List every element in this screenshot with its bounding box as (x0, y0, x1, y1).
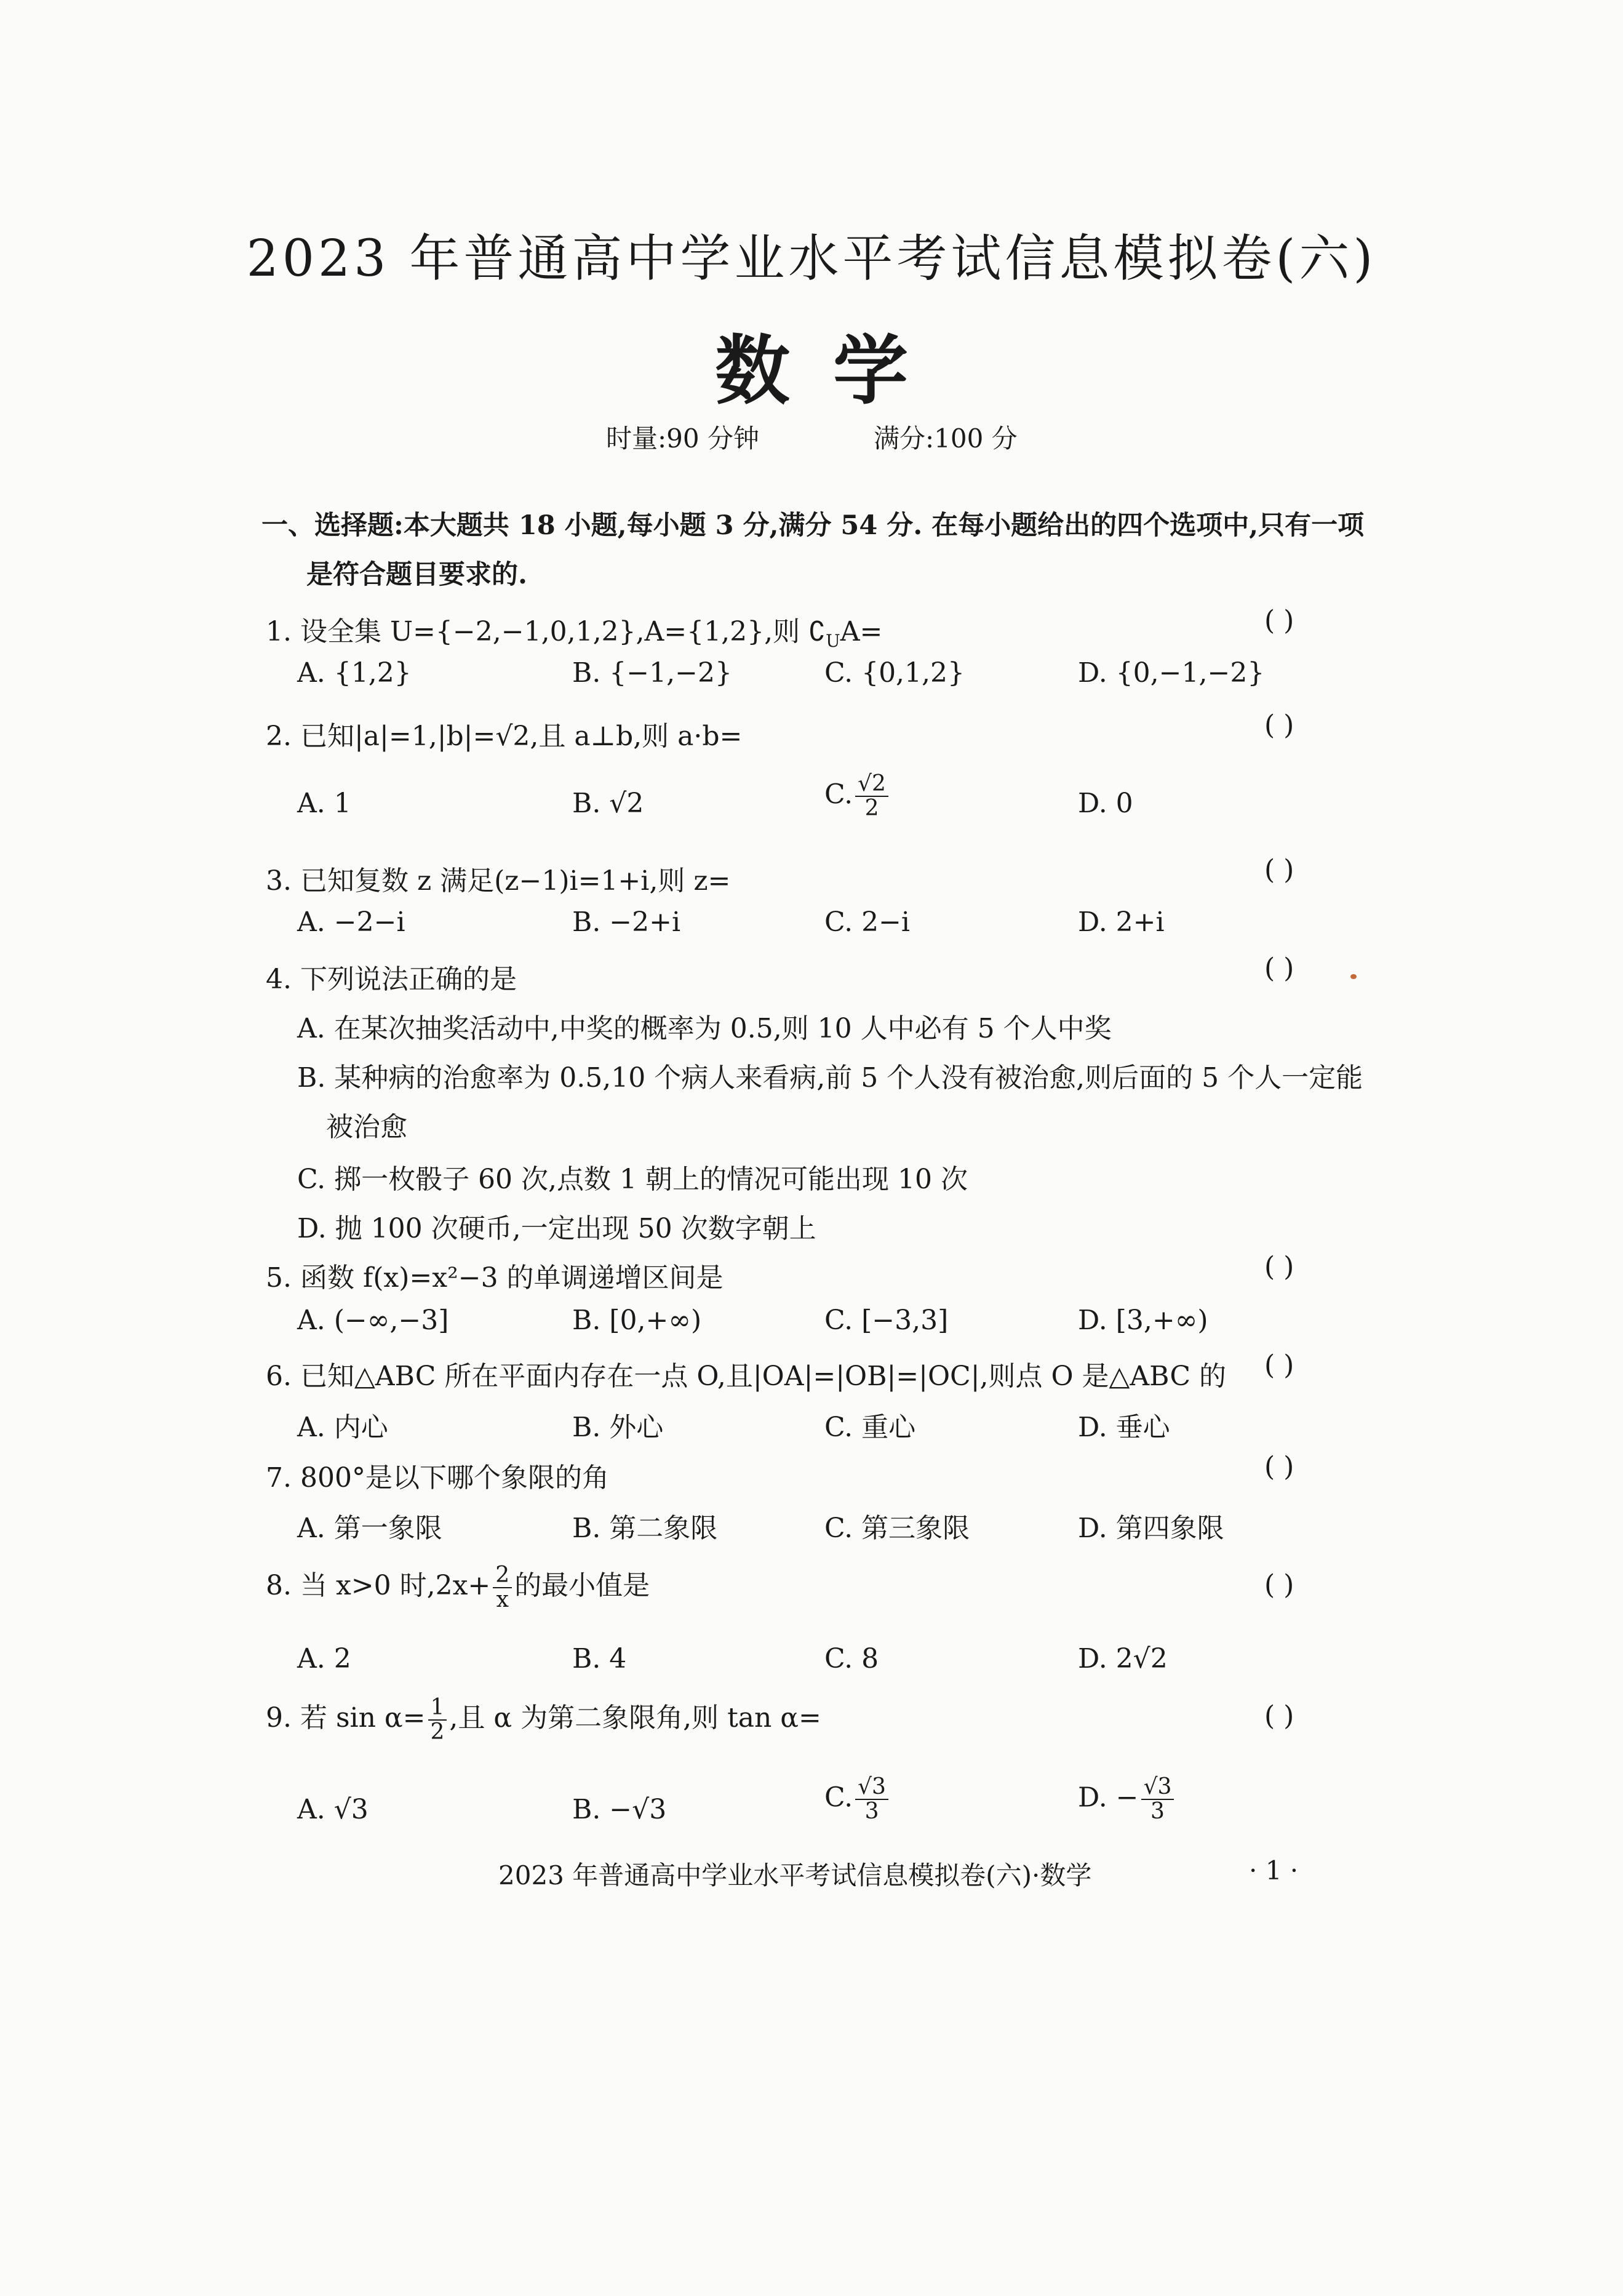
q9-option-b[interactable]: B. −√3 (572, 1794, 667, 1825)
question-8-tail: 的最小值是 (514, 1570, 650, 1601)
question-1-tail: A= (840, 616, 883, 647)
page-number: · 1 · (1249, 1855, 1299, 1886)
question-1-stem (266, 609, 882, 651)
answer-paren-4[interactable]: ( ) (1264, 953, 1294, 984)
answer-paren-9[interactable]: ( ) (1264, 1700, 1294, 1732)
q8-denominator: x (496, 1586, 509, 1612)
question-3-stem: 3. 已知复数 z 满足(z−1)i=1+i,则 z= (266, 865, 731, 897)
time-limit: 时量:90 分钟 (606, 423, 759, 454)
full-score: 满分:100 分 (874, 423, 1018, 454)
section-heading-line2: 是符合题目要求的. (306, 559, 527, 590)
q8-option-a[interactable]: A. 2 (297, 1643, 351, 1674)
page-title: 2023 年普通高中学业水平考试信息模拟卷(六) (246, 230, 1377, 288)
q4-option-d[interactable]: D. 抛 100 次硬币,一定出现 50 次数字朝上 (297, 1213, 816, 1244)
q1-option-c[interactable]: C. {0,1,2} (824, 657, 965, 689)
q9-option-c-fraction (855, 1775, 888, 1823)
q5-option-b[interactable]: B. [0,+∞) (572, 1305, 702, 1336)
answer-paren-5[interactable]: ( ) (1264, 1251, 1294, 1282)
q3-option-c[interactable]: C. 2−i (824, 906, 911, 938)
ink-mark (1350, 974, 1357, 979)
q3-option-d[interactable]: D. 2+i (1078, 906, 1165, 938)
q9-option-d-label: D. − (1078, 1782, 1139, 1814)
q1-option-b[interactable]: B. {−1,−2} (572, 657, 733, 689)
question-9-tail: ,且 α 为第二象限角,则 tan α= (449, 1702, 821, 1734)
q9-option-c[interactable] (824, 1775, 891, 1823)
section-heading-line1: 一、选择题:本大题共 18 小题,每小题 3 分,满分 54 分. 在每小题给出的四个选项中,只有一项 (261, 510, 1365, 541)
q6-option-c[interactable]: C. 重心 (824, 1412, 916, 1443)
q3-option-b[interactable]: B. −2+i (572, 906, 681, 938)
question-7-stem: 7. 800°是以下哪个象限的角 (266, 1462, 609, 1494)
answer-paren-3[interactable]: ( ) (1264, 854, 1294, 886)
question-1-text: 1. 设全集 U={−2,−1,0,1,2},A={1,2},则 ∁ (266, 616, 826, 647)
subject-title: 数学 (715, 326, 951, 415)
q8-option-c[interactable]: C. 8 (824, 1643, 879, 1674)
q7-option-a[interactable]: A. 第一象限 (297, 1513, 442, 1544)
q9-option-a[interactable]: A. √3 (297, 1794, 369, 1825)
q4-option-b-cont: 被治愈 (326, 1111, 407, 1143)
answer-paren-2[interactable]: ( ) (1264, 710, 1294, 741)
q5-option-d[interactable]: D. [3,+∞) (1078, 1305, 1208, 1336)
q2-option-c-fraction (855, 772, 888, 820)
question-9-text: 9. 若 sin α= (266, 1702, 426, 1734)
q7-option-d[interactable]: D. 第四象限 (1078, 1513, 1224, 1544)
answer-paren-6[interactable]: ( ) (1264, 1350, 1294, 1381)
q9-numerator: 1 (428, 1696, 447, 1721)
question-8-stem (266, 1563, 650, 1611)
q9-option-d-fraction (1141, 1775, 1174, 1823)
q9-d-numerator: √3 (1141, 1775, 1174, 1800)
question-9-fraction (428, 1696, 447, 1744)
question-2-stem: 2. 已知|a|=1,|b|=√2,且 a⊥b,则 a·b= (266, 721, 743, 752)
answer-paren-7[interactable]: ( ) (1264, 1451, 1294, 1482)
q5-option-c[interactable]: C. [−3,3] (824, 1305, 949, 1336)
q2-option-a[interactable]: A. 1 (297, 788, 351, 819)
q3-option-a[interactable]: A. −2−i (297, 906, 405, 938)
q9-c-denominator: 3 (864, 1798, 879, 1824)
q9-d-denominator: 3 (1150, 1798, 1165, 1824)
q9-option-d[interactable] (1078, 1775, 1176, 1823)
question-8-text: 8. 当 x>0 时,2x+ (266, 1570, 491, 1601)
q2-c-denominator: 2 (864, 795, 879, 821)
question-4-stem: 4. 下列说法正确的是 (266, 964, 517, 995)
q7-option-b[interactable]: B. 第二象限 (572, 1513, 718, 1544)
q6-option-a[interactable]: A. 内心 (297, 1412, 388, 1443)
q8-option-b[interactable]: B. 4 (572, 1643, 627, 1674)
q8-numerator: 2 (493, 1564, 512, 1588)
q5-option-a[interactable]: A. (−∞,−3] (297, 1305, 449, 1336)
q4-option-a[interactable]: A. 在某次抽奖活动中,中奖的概率为 0.5,则 10 人中必有 5 个人中奖 (297, 1013, 1112, 1044)
q6-option-d[interactable]: D. 垂心 (1078, 1412, 1170, 1443)
q2-option-d[interactable]: D. 0 (1078, 788, 1133, 819)
q2-option-b[interactable]: B. √2 (572, 788, 644, 819)
q1-option-a[interactable]: A. {1,2} (297, 657, 412, 689)
question-5-stem: 5. 函数 f(x)=x²−3 的单调递增区间是 (266, 1262, 724, 1294)
q2-c-numerator: √2 (855, 772, 888, 797)
answer-paren-8[interactable]: ( ) (1264, 1569, 1294, 1601)
question-8-fraction (493, 1564, 512, 1612)
q9-c-numerator: √3 (855, 1775, 888, 1800)
q4-option-c[interactable]: C. 掷一枚骰子 60 次,点数 1 朝上的情况可能出现 10 次 (297, 1164, 968, 1195)
question-6-stem: 6. 已知△ABC 所在平面内存在一点 O,且|OA|=|OB|=|OC|,则点 O 是△ABC 的 (266, 1361, 1226, 1392)
page-footer: 2023 年普通高中学业水平考试信息模拟卷(六)·数学 (498, 1860, 1092, 1890)
q7-option-c[interactable]: C. 第三象限 (824, 1513, 970, 1544)
q8-option-d[interactable]: D. 2√2 (1078, 1643, 1168, 1674)
q9-option-c-label: C. (824, 1782, 853, 1814)
q2-option-c-label: C. (824, 778, 853, 810)
q4-option-b[interactable]: B. 某种病的治愈率为 0.5,10 个病人来看病,前 5 个人没有被治愈,则后面的 5 个人一定能 (297, 1062, 1363, 1094)
q9-denominator: 2 (430, 1719, 445, 1745)
q2-option-c[interactable] (824, 772, 891, 820)
answer-paren-1[interactable]: ( ) (1264, 605, 1294, 636)
question-1-subscript: U (826, 630, 840, 651)
question-9-stem (266, 1695, 821, 1743)
q6-option-b[interactable]: B. 外心 (572, 1412, 664, 1443)
q1-option-d[interactable]: D. {0,−1,−2} (1078, 657, 1265, 689)
